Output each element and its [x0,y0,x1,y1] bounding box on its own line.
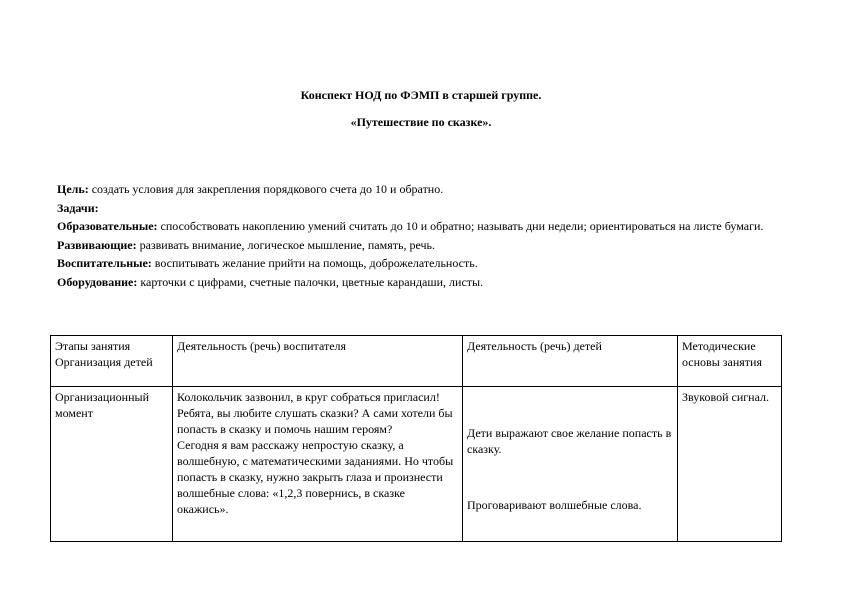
header-cell-stages: Этапы занятия Организация детей [51,336,173,387]
equipment-paragraph [57,273,787,292]
equipment-text: карточки с цифрами, счетные палочки, цветные карандаши, листы. [137,274,484,289]
developing-text: развивать внимание, логическое мышление, память, речь. [136,237,435,252]
equipment-label: Оборудование: [57,274,138,289]
upbringing-label: Воспитательные: [57,256,152,271]
table-row [51,387,782,542]
children-text-1: Дети выражают свое желание попасть в сказку. [467,426,672,456]
developing-label: Развивающие: [57,237,137,252]
lesson-table [50,335,782,542]
teacher-cell [173,387,463,542]
lesson-intro [57,180,787,292]
goal-label: Цель: [57,182,89,196]
header-cell-teacher: Деятельность (речь) воспитателя [173,336,463,387]
teacher-text-2: Сегодня я вам расскажу непростую сказку, а волшебную, с математическими заданиями. Но чтобы попасть в сказку, нужно закрыть глаза и произнести волшебные слова: «1,2,3 повернись, в сказке окажись». [177,438,454,516]
upbringing-paragraph [57,254,787,273]
method-cell: Звуковой сигнал. [678,387,782,542]
table-header-row [51,336,782,387]
tasks-heading [57,199,787,218]
educational-text: способствовать накоплению умений считать до 10 и обратно; называть дни недели; ориентироваться на листе бумаги. [157,219,764,234]
document-subtitle: «Путешествие по сказке». [350,115,492,129]
children-cell [463,387,678,542]
educational-label: Образовательные: [57,219,158,234]
upbringing-text: воспитывать желание прийти на помощь, доброжелательность. [151,256,478,271]
teacher-text-1: Колокольчик зазвонил, в круг собраться пригласил! Ребята, вы любите слушать сказки? А сами хотели бы попасть в сказку и помочь нашим героям? [177,390,453,436]
document-title: Конспект НОД по ФЭМП в старшей группе. [300,88,542,102]
tasks-label: Задачи: [57,200,99,215]
header-cell-children: Деятельность (речь) детей [463,336,678,387]
educational-paragraph [57,217,787,236]
children-text-2: Проговаривают волшебные слова. [467,498,642,512]
developing-paragraph [57,236,787,255]
goal-text: создать условия для закрепления порядкового счета до 10 и обратно. [88,182,444,196]
stage-cell: Организационный момент [51,387,173,542]
header-cell-methods: Методические основы занятия [678,336,782,387]
goal-paragraph [57,180,787,199]
